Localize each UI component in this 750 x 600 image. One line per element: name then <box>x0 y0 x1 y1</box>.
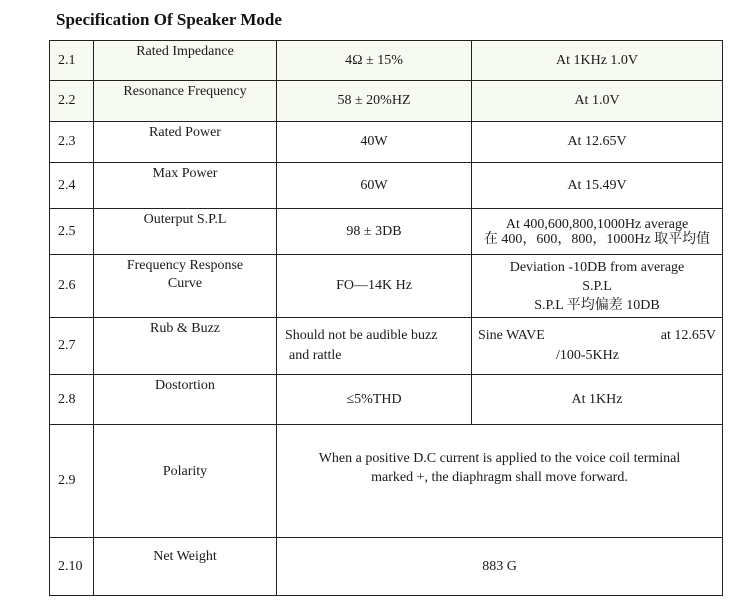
table-row <box>50 425 723 538</box>
condition-cell <box>472 318 723 375</box>
spec-table <box>49 40 723 596</box>
condition-wave: Sine WAVE <box>478 328 545 343</box>
value-cell: 4Ω ± 15% <box>277 41 472 81</box>
parameter-line: Frequency Response <box>126 258 244 273</box>
condition-cell: At 12.65V <box>472 122 723 163</box>
table-row <box>50 41 723 81</box>
condition-line: S.P.L <box>582 278 612 294</box>
row-number: 2.3 <box>50 122 94 163</box>
condition-cell <box>472 209 723 255</box>
condition-cell: At 1KHz 1.0V <box>472 41 723 81</box>
condition-cell: At 1.0V <box>472 81 723 122</box>
row-number: 2.8 <box>50 375 94 425</box>
condition-line: At 400,600,800,1000Hz average <box>505 216 689 232</box>
row-number: 2.1 <box>50 41 94 81</box>
value-line: Should not be audible buzz <box>285 328 438 343</box>
row-number: 2.10 <box>50 538 94 596</box>
value-cell: 40W <box>277 122 472 163</box>
parameter-cell: Rated Power <box>94 122 277 163</box>
condition-line: S.P.L 平均偏差 10DB <box>534 297 660 313</box>
parameter-cell: Rub & Buzz <box>94 318 277 375</box>
parameter-line: Curve <box>167 276 203 291</box>
table-row <box>50 209 723 255</box>
table-row <box>50 375 723 425</box>
value-line: and rattle <box>289 348 342 363</box>
table-row <box>50 122 723 163</box>
parameter-cell: Outerput S.P.L <box>94 209 277 255</box>
row-number: 2.2 <box>50 81 94 122</box>
condition-cell: At 15.49V <box>472 163 723 209</box>
row-number: 2.6 <box>50 255 94 318</box>
value-cell: ≤5%THD <box>277 375 472 425</box>
value-cell <box>277 318 472 375</box>
condition-cell <box>472 255 723 318</box>
page-title: Specification Of Speaker Mode <box>56 10 282 29</box>
condition-voltage: at 12.65V <box>660 328 716 343</box>
polarity-description <box>277 425 723 538</box>
parameter-cell: Polarity <box>94 425 277 538</box>
condition-line: Deviation -10DB from average <box>509 259 685 275</box>
condition-line: 在 400，600，800，1000Hz 取平均值 <box>483 231 711 247</box>
condition-cell: At 1KHz <box>472 375 723 425</box>
row-number: 2.9 <box>50 425 94 538</box>
parameter-cell <box>94 255 277 318</box>
description-line: When a positive D.C current is applied to the voice coil terminal <box>318 451 681 466</box>
value-cell: FO—14K Hz <box>277 255 472 318</box>
row-number: 2.4 <box>50 163 94 209</box>
table-row <box>50 163 723 209</box>
parameter-cell: Rated Impedance <box>94 41 277 81</box>
parameter-cell: Net Weight <box>94 538 277 596</box>
value-cell: 58 ± 20%HZ <box>277 81 472 122</box>
row-number: 2.7 <box>50 318 94 375</box>
parameter-cell: Resonance Frequency <box>94 81 277 122</box>
table-row <box>50 255 723 318</box>
condition-range: /100-5KHz <box>556 348 619 363</box>
table-row <box>50 81 723 122</box>
value-cell: 98 ± 3DB <box>277 209 472 255</box>
value-cell: 60W <box>277 163 472 209</box>
table-row <box>50 318 723 375</box>
net-weight-value: 883 G <box>277 538 723 596</box>
parameter-cell: Max Power <box>94 163 277 209</box>
table-row <box>50 538 723 596</box>
description-line: marked +, the diaphragm shall move forward. <box>371 470 628 485</box>
parameter-cell: Dostortion <box>94 375 277 425</box>
row-number: 2.5 <box>50 209 94 255</box>
